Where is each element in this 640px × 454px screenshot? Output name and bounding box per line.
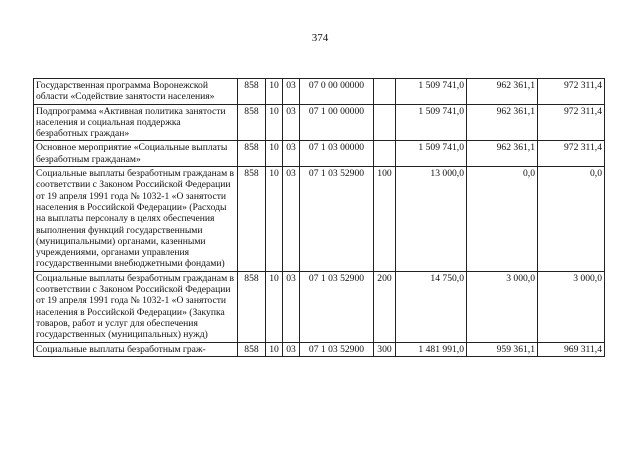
cell-gr: 858 [238,79,266,105]
cell-csr: 07 0 00 00000 [300,79,374,105]
cell-sum1: 1 481 991,0 [396,342,467,356]
cell-sum3: 972 311,4 [538,141,605,167]
table-row [34,79,605,105]
cell-sum2: 962 361,1 [467,79,538,105]
cell-sum2: 959 361,1 [467,342,538,356]
cell-rz: 10 [266,167,283,272]
cell-sum1: 1 509 741,0 [396,104,467,141]
cell-sum2: 962 361,1 [467,141,538,167]
cell-rz: 10 [266,141,283,167]
budget-table [33,78,605,357]
cell-csr: 07 1 03 00000 [300,141,374,167]
table-row [34,342,605,356]
cell-pr: 03 [283,167,300,272]
page-number: 374 [311,32,329,44]
cell-gr: 858 [238,104,266,141]
row-name: Социальные выплаты безработным гражданам в соответствии с Законом Российской Федерации от 19 апреля 1991 года № 1032-1 «О занятости населения в Российской Федерации» (Расходы на выплаты персоналу в целях обеспечения выполнения функций государственными (муниципальными) органами, казенными учреждениями, органами управления государственными внебюджетными фондами) [34,167,238,272]
cell-vr [374,104,396,141]
cell-pr: 03 [283,141,300,167]
row-name: Подпрограмма «Активная политика занятости населения и социальная поддержка безработных граждан» [34,104,238,141]
cell-gr: 858 [238,167,266,272]
cell-sum1: 13 000,0 [396,167,467,272]
row-name: Социальные выплаты безработным гражданам в соответствии с Законом Российской Федерации от 19 апреля 1991 года № 1032-1 «О занятости населения в Российской Федерации» (Закупка товаров, работ и услуг для обеспечения государственных (муниципальных) нужд) [34,271,238,342]
cell-pr: 03 [283,104,300,141]
cell-vr [374,79,396,105]
cell-vr: 300 [374,342,396,356]
cell-sum1: 14 750,0 [396,271,467,342]
cell-sum2: 0,0 [467,167,538,272]
table-row [34,104,605,141]
cell-csr: 07 1 03 52900 [300,271,374,342]
row-name: Социальные выплаты безработным граж- [34,342,238,356]
cell-vr [374,141,396,167]
cell-gr: 858 [238,342,266,356]
cell-sum1: 1 509 741,0 [396,141,467,167]
cell-rz: 10 [266,79,283,105]
cell-csr: 07 1 00 00000 [300,104,374,141]
cell-sum2: 962 361,1 [467,104,538,141]
cell-sum3: 0,0 [538,167,605,272]
cell-rz: 10 [266,271,283,342]
cell-gr: 858 [238,141,266,167]
cell-gr: 858 [238,271,266,342]
row-name: Государственная программа Воронежской области «Содействие занятости населения» [34,79,238,105]
row-name: Основное мероприятие «Социальные выплаты безработным гражданам» [34,141,238,167]
cell-vr: 200 [374,271,396,342]
cell-csr: 07 1 03 52900 [300,167,374,272]
table-row [34,167,605,272]
cell-pr: 03 [283,79,300,105]
cell-sum3: 972 311,4 [538,79,605,105]
cell-pr: 03 [283,271,300,342]
cell-rz: 10 [266,104,283,141]
table-row [34,141,605,167]
cell-sum2: 3 000,0 [467,271,538,342]
cell-rz: 10 [266,342,283,356]
cell-csr: 07 1 03 52900 [300,342,374,356]
cell-sum3: 969 311,4 [538,342,605,356]
cell-pr: 03 [283,342,300,356]
cell-sum3: 972 311,4 [538,104,605,141]
cell-sum3: 3 000,0 [538,271,605,342]
cell-vr: 100 [374,167,396,272]
cell-sum1: 1 509 741,0 [396,79,467,105]
table-row [34,271,605,342]
